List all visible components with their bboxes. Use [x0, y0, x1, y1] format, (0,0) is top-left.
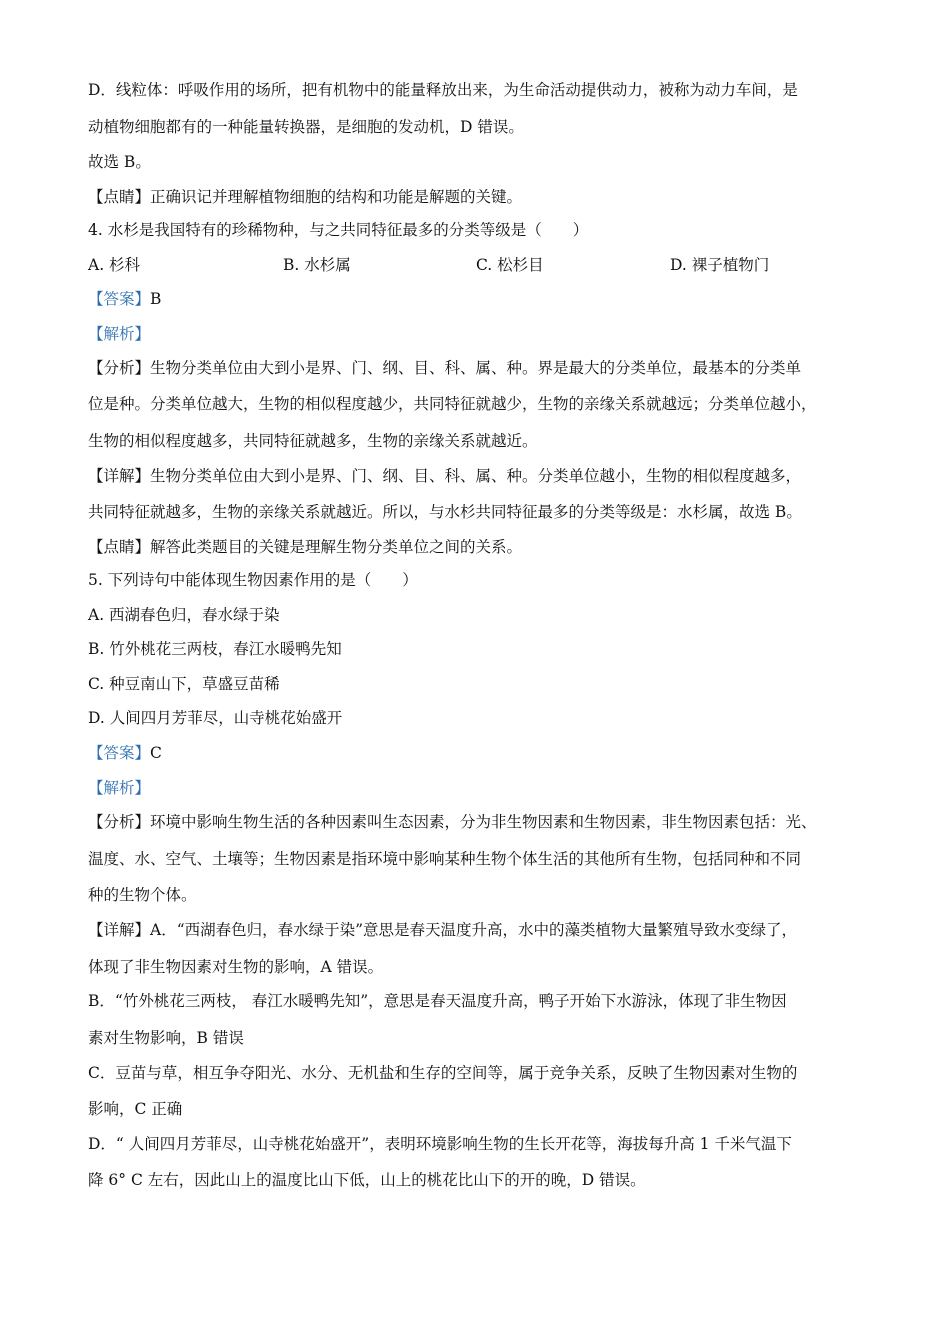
- text-line: 生物的相似程度越多，共同特征就越多，生物的亲缘关系就越近。: [88, 432, 538, 450]
- text-line: 动植物细胞都有的一种能量转换器，是细胞的发动机，D 错误。: [88, 118, 524, 136]
- text-line: 故选 B。: [88, 153, 151, 171]
- text-line: 共同特征就越多，生物的亲缘关系就越近。所以，与水杉共同特征最多的分类等级是：水杉属，故选 B。: [88, 503, 802, 521]
- question-4-stem: 4. 水杉是我国特有的珍稀物种，与之共同特征最多的分类等级是（ ）: [88, 221, 589, 239]
- text-line: 影响，C 正确: [88, 1100, 183, 1118]
- q4-option-a: A. 杉科: [88, 256, 141, 274]
- answer-value: C: [150, 744, 162, 762]
- answer-label: 【答案】: [88, 290, 151, 308]
- text-line: C．豆苗与草，相互争夺阳光、水分、无机盐和生存的空间等，属于竞争关系，反映了生物因素对生物的: [88, 1064, 798, 1082]
- text-line: 【点睛】正确识记并理解植物细胞的结构和功能是解题的关键。: [88, 188, 523, 206]
- answer-4: [88, 288, 890, 310]
- q4-option-c: C. 松杉目: [476, 256, 544, 274]
- q5-option-d: D. 人间四月芳菲尽，山寺桃花始盛开: [88, 709, 343, 727]
- analysis-label: 【解析】: [88, 325, 151, 343]
- text-line: D．“ 人间四月芳菲尽，山寺桃花始盛开”，表明环境影响生物的生长开花等，海拔每升高 1 千米气温下: [88, 1135, 792, 1153]
- text-line: 种的生物个体。: [88, 886, 197, 904]
- answer-value: B: [150, 290, 162, 308]
- text-line: 温度、水、空气、土壤等；生物因素是指环境中影响某种生物个体生活的其他所有生物，包括同种和不同: [88, 850, 802, 868]
- text-line: 【点睛】解答此类题目的关键是理解生物分类单位之间的关系。: [88, 538, 523, 556]
- text-line: 体现了非生物因素对生物的影响，A 错误。: [88, 958, 384, 976]
- text-line: B．“竹外桃花三两枝， 春江水暖鸭先知”，意思是春天温度升高，鸭子开始下水游泳，体现了非生物因: [88, 992, 787, 1010]
- question-5-stem: 5. 下列诗句中能体现生物因素作用的是（ ）: [88, 571, 418, 589]
- text-line: 素对生物影响，B 错误: [88, 1029, 244, 1047]
- q4-option-d: D. 裸子植物门: [670, 256, 770, 274]
- text-line: 【分析】生物分类单位由大到小是界、门、纲、目、科、属、种。界是最大的分类单位，最基本的分类单: [88, 359, 802, 377]
- q5-option-b: B. 竹外桃花三两枝，春江水暖鸭先知: [88, 640, 342, 658]
- analysis-label: 【解析】: [88, 779, 151, 797]
- text-line: 【分析】环境中影响生物生活的各种因素叫生态因素，分为非生物因素和生物因素，非生物因素包括：光、: [88, 813, 817, 831]
- text-line: 位是种。分类单位越大，生物的相似程度越少，共同特征就越少，生物的亲缘关系就越远；分类单位越小，: [88, 395, 817, 413]
- q4-option-b: B. 水杉属: [283, 256, 351, 274]
- q5-option-a: A. 西湖春色归，春水绿于染: [88, 606, 280, 624]
- text-line: D．线粒体：呼吸作用的场所，把有机物中的能量释放出来，为生命活动提供动力，被称为动力车间，是: [88, 81, 798, 99]
- q5-option-c: C. 种豆南山下，草盛豆苗稀: [88, 675, 280, 693]
- text-line: 降 6° C 左右，因此山上的温度比山下低，山上的桃花比山下的开的晚，D 错误。: [88, 1171, 646, 1189]
- answer-label: 【答案】: [88, 744, 151, 762]
- text-line: 【详解】A．“西湖春色归，春水绿于染”意思是春天温度升高，水中的藻类植物大量繁殖导致水变绿了，: [88, 921, 798, 939]
- text-line: 【详解】生物分类单位由大到小是界、门、纲、目、科、属、种。分类单位越小，生物的相似程度越多，: [88, 467, 802, 485]
- answer-5: [88, 742, 890, 764]
